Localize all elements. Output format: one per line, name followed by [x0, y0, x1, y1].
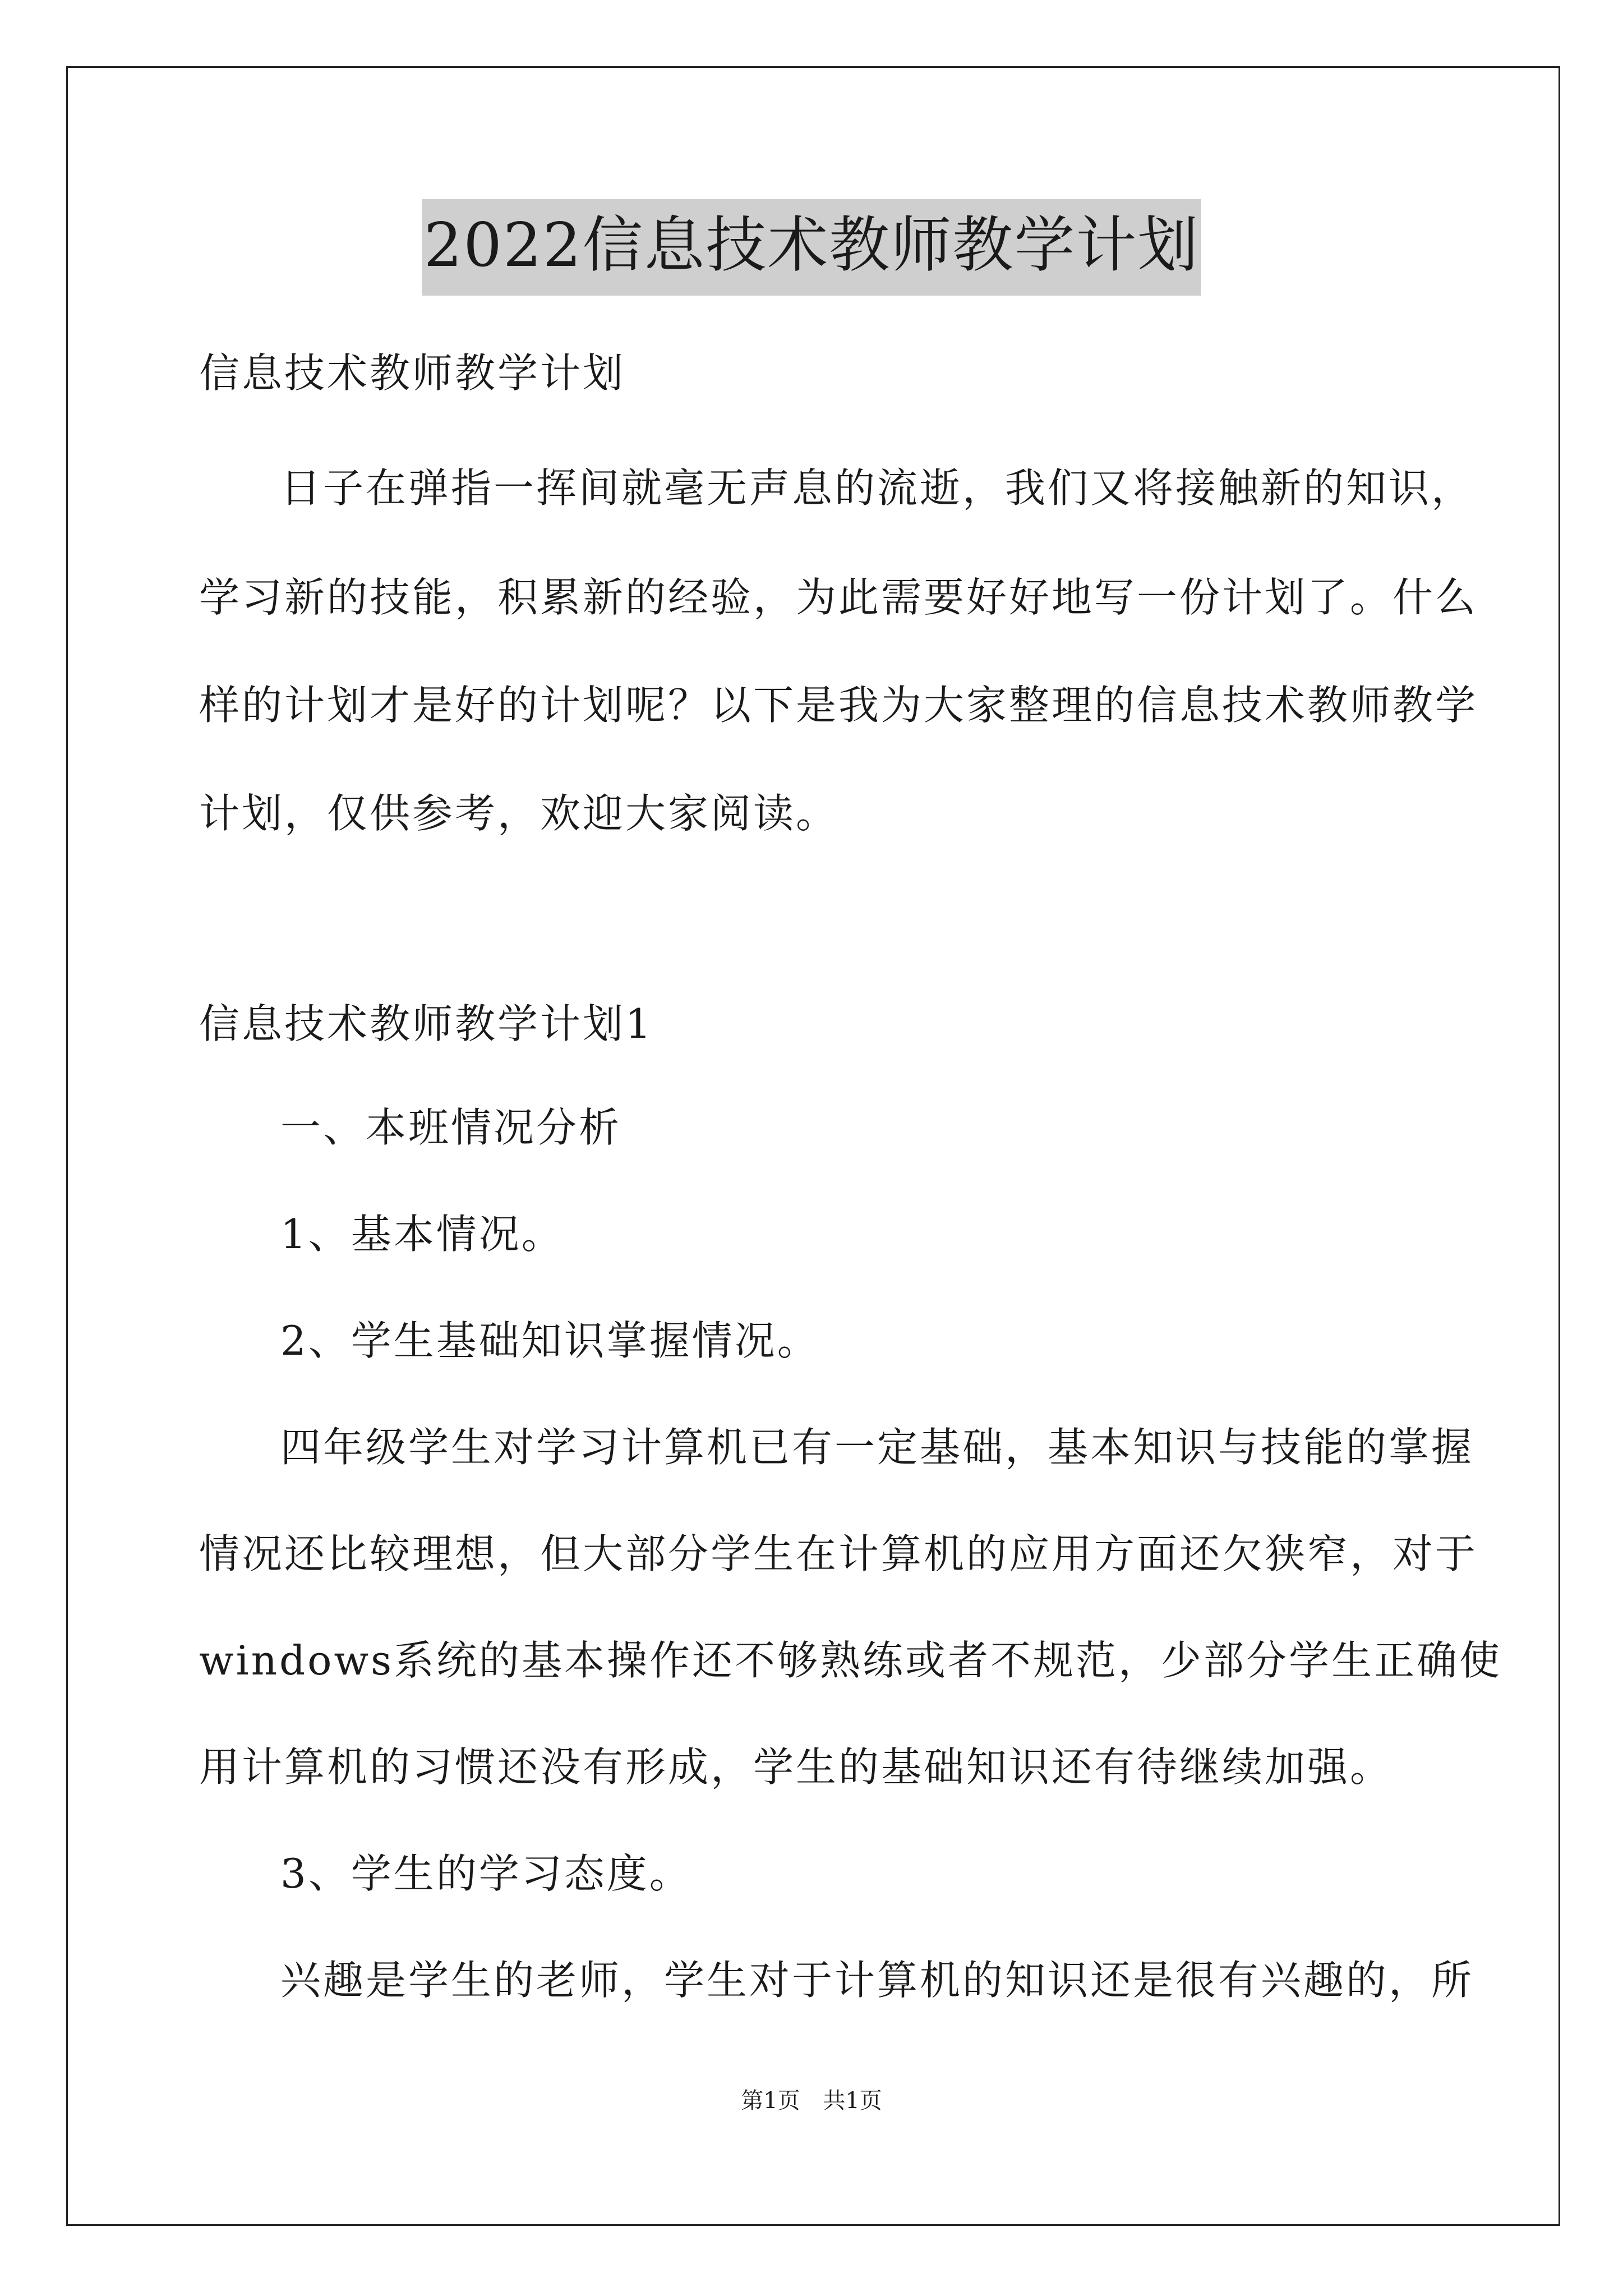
section-heading: 信息技术教师教学计划1 — [199, 1000, 653, 1047]
list-item: 2、学生基础知识掌握情况。 — [280, 1317, 820, 1364]
paragraph-line: 日子在弹指一挥间就毫无声息的流逝，我们又将接触新的知识， — [280, 464, 1474, 512]
document-title: 2022信息技术教师教学计划 — [422, 199, 1202, 296]
paragraph-line: 情况还比较理想，但大部分学生在计算机的应用方面还欠狭窄，对于 — [199, 1530, 1478, 1577]
paragraph-line: 兴趣是学生的老师，学生对于计算机的知识还是很有兴趣的，所 — [280, 1957, 1474, 2004]
page-total: 共1页 — [823, 2088, 882, 2114]
paragraph-line: 计划，仅供参考，欢迎大家阅读。 — [199, 790, 839, 837]
paragraph-line: 样的计划才是好的计划呢？以下是我为大家整理的信息技术教师教学 — [199, 682, 1478, 729]
paragraph-line: 用计算机的习惯还没有形成，学生的基础知识还有待继续加强。 — [199, 1743, 1393, 1791]
paragraph-line: 学习新的技能，积累新的经验，为此需要好好地写一份计划了。什么 — [199, 574, 1478, 621]
subsection-heading: 一、本班情况分析 — [280, 1104, 622, 1151]
paragraph-line: windows系统的基本操作还不够熟练或者不规范，少部分学生正确使 — [199, 1637, 1502, 1684]
title-container — [0, 199, 1623, 296]
subtitle-line: 信息技术教师教学计划 — [199, 349, 626, 397]
list-item: 1、基本情况。 — [280, 1211, 564, 1258]
page-footer — [0, 2087, 1623, 2115]
list-item: 3、学生的学习态度。 — [280, 1850, 692, 1897]
paragraph-line: 四年级学生对学习计算机已有一定基础，基本知识与技能的掌握 — [280, 1424, 1474, 1471]
page-number: 第1页 — [741, 2088, 800, 2114]
